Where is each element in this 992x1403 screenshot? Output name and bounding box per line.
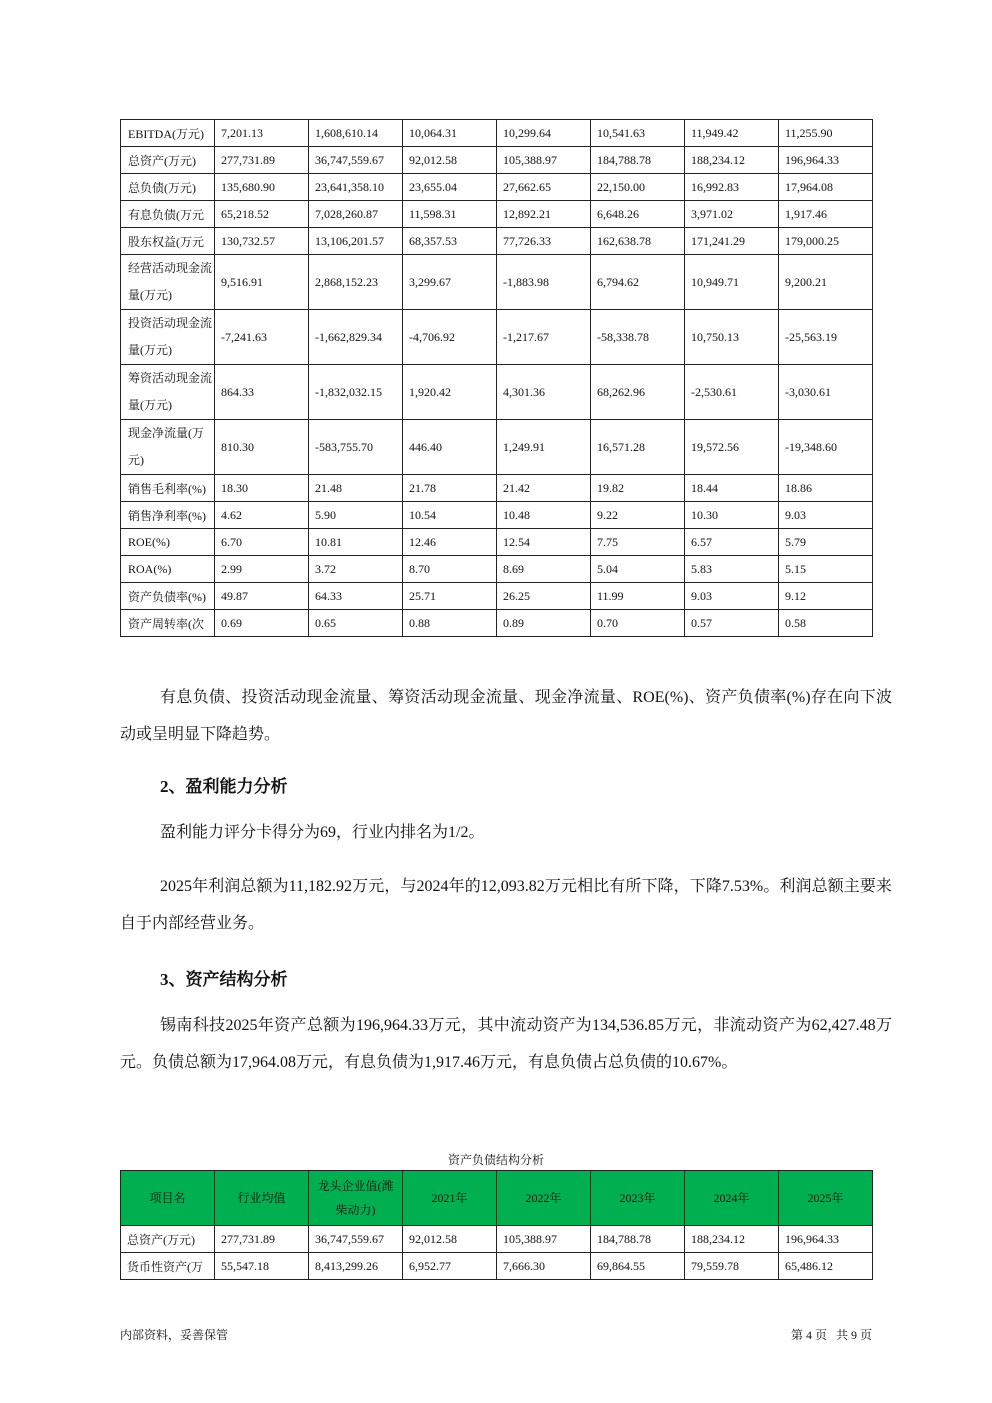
table-cell: 10.54: [403, 502, 497, 529]
table-cell: 7,666.30: [497, 1253, 591, 1280]
table-cell: 0.70: [591, 610, 685, 637]
row-label: 总资产(万元): [121, 1226, 215, 1253]
table-cell: 5.04: [591, 556, 685, 583]
row-label: 货币性资产(万: [121, 1253, 215, 1280]
table-row: [121, 583, 873, 610]
table-cell: 10,541.63: [591, 120, 685, 147]
column-header: 项目名: [121, 1171, 215, 1226]
table-cell: -2,530.61: [685, 365, 779, 420]
table-cell: 9.03: [779, 502, 873, 529]
table-cell: 21.78: [403, 475, 497, 502]
table-row: [121, 310, 873, 365]
column-header: 2025年: [779, 1171, 873, 1226]
table-cell: -25,563.19: [779, 310, 873, 365]
table-cell: 18.44: [685, 475, 779, 502]
table-cell: 36,747,559.67: [309, 1226, 403, 1253]
table-row: [121, 502, 873, 529]
table-cell: 5.15: [779, 556, 873, 583]
table-cell: 79,559.78: [685, 1253, 779, 1280]
table-cell: 64.33: [309, 583, 403, 610]
table-row: [121, 174, 873, 201]
column-header: 行业均值: [215, 1171, 309, 1226]
table-row: [121, 529, 873, 556]
table-cell: 11,949.42: [685, 120, 779, 147]
table-cell: 10.81: [309, 529, 403, 556]
row-label: 总资产(万元): [121, 147, 215, 174]
row-label: 投资活动现金流量(万元): [121, 310, 215, 365]
table-cell: 1,608,610.14: [309, 120, 403, 147]
table-cell: 2.99: [215, 556, 309, 583]
table-cell: 10,949.71: [685, 255, 779, 310]
column-header: 2023年: [591, 1171, 685, 1226]
table-cell: 21.42: [497, 475, 591, 502]
table-cell: 13,106,201.57: [309, 228, 403, 255]
table-cell: 92,012.58: [403, 147, 497, 174]
table-cell: 21.48: [309, 475, 403, 502]
table-cell: 0.57: [685, 610, 779, 637]
table-cell: 3,299.67: [403, 255, 497, 310]
row-label: EBITDA(万元): [121, 120, 215, 147]
table-cell: 17,964.08: [779, 174, 873, 201]
profitability-score-paragraph: 盈利能力评分卡得分为69，行业内排名为1/2。: [160, 824, 485, 841]
table-cell: -58,338.78: [591, 310, 685, 365]
table-cell: 6.57: [685, 529, 779, 556]
table-cell: 9.12: [779, 583, 873, 610]
table-cell: 55,547.18: [215, 1253, 309, 1280]
table-cell: 16,571.28: [591, 420, 685, 475]
table-cell: 0.88: [403, 610, 497, 637]
table-cell: -4,706.92: [403, 310, 497, 365]
table-cell: 0.89: [497, 610, 591, 637]
section2-heading: 2、盈利能力分析: [160, 777, 288, 796]
table-cell: 1,249.91: [497, 420, 591, 475]
table-cell: 135,680.90: [215, 174, 309, 201]
table-cell: 8,413,299.26: [309, 1253, 403, 1280]
table-cell: 36,747,559.67: [309, 147, 403, 174]
table-cell: 8.70: [403, 556, 497, 583]
table-cell: 10,299.64: [497, 120, 591, 147]
column-header: 2021年: [403, 1171, 497, 1226]
row-label: 资产负债率(%): [121, 583, 215, 610]
table-row: [121, 475, 873, 502]
balance-table-body: [121, 1226, 873, 1280]
table-cell: 184,788.78: [591, 147, 685, 174]
table-cell: 18.86: [779, 475, 873, 502]
table-cell: 105,388.97: [497, 1226, 591, 1253]
table-cell: 65,486.12: [779, 1253, 873, 1280]
table-cell: 9.03: [685, 583, 779, 610]
table-cell: 7.75: [591, 529, 685, 556]
row-label: 筹资活动现金流量(万元): [121, 365, 215, 420]
table-cell: 277,731.89: [215, 147, 309, 174]
row-label: 销售净利率(%): [121, 502, 215, 529]
table-cell: 12.46: [403, 529, 497, 556]
table-cell: 810.30: [215, 420, 309, 475]
row-label: 销售毛利率(%): [121, 475, 215, 502]
footer-page-number: 第 4 页 共 9 页: [790, 1328, 872, 1342]
table-cell: 9.22: [591, 502, 685, 529]
table-cell: 26.25: [497, 583, 591, 610]
table-cell: -19,348.60: [779, 420, 873, 475]
table-cell: 0.58: [779, 610, 873, 637]
table-cell: 196,964.33: [779, 1226, 873, 1253]
table-cell: -1,832,032.15: [309, 365, 403, 420]
asset-structure-paragraph: 锡南科技2025年资产总额为196,964.33万元，其中流动资产为134,536.85万元，非流动资产为62,427.48万元。负债总额为17,964.08万元，有息负债为1,917.46万元，有息负债占总负债的10.67%。: [120, 1017, 892, 1071]
row-label: 经营活动现金流量(万元): [121, 255, 215, 310]
table-cell: 3.72: [309, 556, 403, 583]
table-row: [121, 255, 873, 310]
table-cell: 6,794.62: [591, 255, 685, 310]
trend-paragraph: 有息负债、投资活动现金流量、筹资活动现金流量、现金净流量、ROE(%)、资产负债率(%)存在向下波动或呈明显下降趋势。: [120, 689, 892, 743]
table-cell: 12,892.21: [497, 201, 591, 228]
table-cell: 446.40: [403, 420, 497, 475]
table-cell: 25.71: [403, 583, 497, 610]
column-header: 2024年: [685, 1171, 779, 1226]
financial-data-table: [120, 119, 873, 637]
table-cell: 7,201.13: [215, 120, 309, 147]
table-cell: 12.54: [497, 529, 591, 556]
table-cell: 0.65: [309, 610, 403, 637]
table-cell: 92,012.58: [403, 1226, 497, 1253]
table-cell: 0.69: [215, 610, 309, 637]
table-cell: 10,064.31: [403, 120, 497, 147]
table-cell: 171,241.29: [685, 228, 779, 255]
table-cell: -1,217.67: [497, 310, 591, 365]
table-cell: 6,952.77: [403, 1253, 497, 1280]
table-cell: 19.82: [591, 475, 685, 502]
table-cell: -7,241.63: [215, 310, 309, 365]
table-cell: 68,262.96: [591, 365, 685, 420]
table-cell: -1,883.98: [497, 255, 591, 310]
column-header: 2022年: [497, 1171, 591, 1226]
balance-table-header-row: [121, 1171, 873, 1226]
table-cell: 6,648.26: [591, 201, 685, 228]
balance-table-caption: 资产负债结构分析: [447, 1153, 544, 1167]
table-cell: 11.99: [591, 583, 685, 610]
table-cell: 105,388.97: [497, 147, 591, 174]
table-row: [121, 365, 873, 420]
table-row: [121, 556, 873, 583]
table-cell: 179,000.25: [779, 228, 873, 255]
footer-confidential-note: 内部资料，妥善保管: [120, 1328, 229, 1342]
table-cell: 77,726.33: [497, 228, 591, 255]
table-cell: 9,516.91: [215, 255, 309, 310]
table-cell: 49.87: [215, 583, 309, 610]
row-label: 总负债(万元): [121, 174, 215, 201]
table-cell: 277,731.89: [215, 1226, 309, 1253]
table-cell: 10.48: [497, 502, 591, 529]
table-cell: 162,638.78: [591, 228, 685, 255]
table-cell: 10,750.13: [685, 310, 779, 365]
table-cell: 65,218.52: [215, 201, 309, 228]
row-label: 股东权益(万元: [121, 228, 215, 255]
table-cell: 5.83: [685, 556, 779, 583]
table-cell: 23,655.04: [403, 174, 497, 201]
table-cell: 8.69: [497, 556, 591, 583]
table-row: [121, 610, 873, 637]
table-cell: 3,971.02: [685, 201, 779, 228]
table-cell: 10.30: [685, 502, 779, 529]
table-cell: 68,357.53: [403, 228, 497, 255]
table-cell: 69,864.55: [591, 1253, 685, 1280]
row-label: ROE(%): [121, 529, 215, 556]
table-cell: 130,732.57: [215, 228, 309, 255]
table-cell: -3,030.61: [779, 365, 873, 420]
table-cell: 188,234.12: [685, 147, 779, 174]
table-cell: 4,301.36: [497, 365, 591, 420]
table-cell: 5.79: [779, 529, 873, 556]
table-cell: 1,917.46: [779, 201, 873, 228]
table-row: [121, 1253, 873, 1280]
table-cell: 18.30: [215, 475, 309, 502]
row-label: ROA(%): [121, 556, 215, 583]
table-row: [121, 420, 873, 475]
table-cell: 184,788.78: [591, 1226, 685, 1253]
table-cell: 6.70: [215, 529, 309, 556]
table-cell: -1,662,829.34: [309, 310, 403, 365]
table-cell: 9,200.21: [779, 255, 873, 310]
table-cell: 188,234.12: [685, 1226, 779, 1253]
table-cell: 19,572.56: [685, 420, 779, 475]
financial-table-body: [121, 120, 873, 637]
table-cell: 1,920.42: [403, 365, 497, 420]
table-row: [121, 228, 873, 255]
row-label: 资产周转率(次: [121, 610, 215, 637]
table-cell: 4.62: [215, 502, 309, 529]
table-cell: 16,992.83: [685, 174, 779, 201]
table-cell: 196,964.33: [779, 147, 873, 174]
table-row: [121, 120, 873, 147]
row-label: 现金净流量(万元): [121, 420, 215, 475]
table-cell: -583,755.70: [309, 420, 403, 475]
table-cell: 27,662.65: [497, 174, 591, 201]
row-label: 有息负债(万元: [121, 201, 215, 228]
table-row: [121, 147, 873, 174]
table-cell: 5.90: [309, 502, 403, 529]
section3-heading: 3、资产结构分析: [160, 970, 288, 989]
table-cell: 11,255.90: [779, 120, 873, 147]
table-cell: 11,598.31: [403, 201, 497, 228]
table-cell: 22,150.00: [591, 174, 685, 201]
table-row: [121, 201, 873, 228]
table-cell: 23,641,358.10: [309, 174, 403, 201]
balance-structure-table: [120, 1170, 873, 1280]
table-cell: 2,868,152.23: [309, 255, 403, 310]
profit-total-paragraph: 2025年利润总额为11,182.92万元，与2024年的12,093.82万元相比有所下降，下降7.53%。利润总额主要来自于内部经营业务。: [120, 878, 892, 932]
table-row: [121, 1226, 873, 1253]
table-cell: 7,028,260.87: [309, 201, 403, 228]
column-header: 龙头企业值(潍柴动力): [309, 1171, 403, 1226]
table-cell: 864.33: [215, 365, 309, 420]
